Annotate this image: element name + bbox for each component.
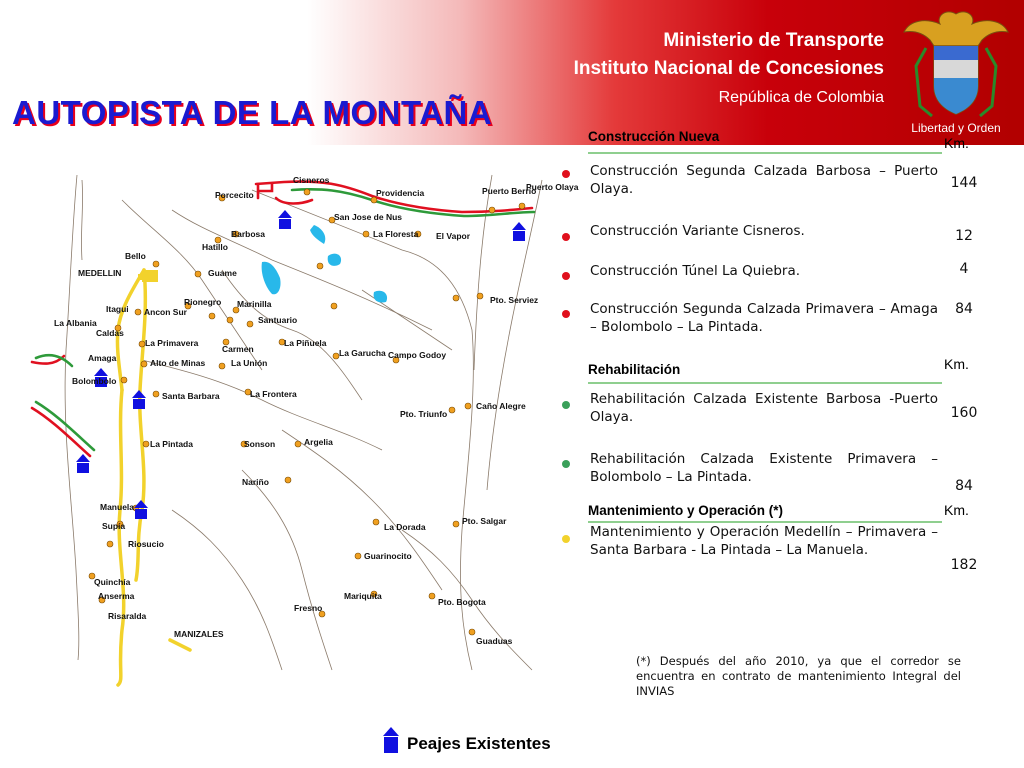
map-label-san-jose-de-nus: San Jose de Nus bbox=[334, 212, 403, 222]
map-label-la-pinuela: La Piñuela bbox=[284, 338, 327, 348]
map-label-fresno: Fresno bbox=[294, 603, 323, 613]
red-bullet bbox=[562, 233, 570, 241]
map-label-manizales: MANIZALES bbox=[174, 629, 224, 639]
item-rehab-1: Rehabilitación Calzada Existente Barbosa -Puerto Olaya. bbox=[590, 391, 938, 425]
map-label-rionegro: Rionegro bbox=[184, 297, 222, 307]
green-bullet bbox=[562, 401, 570, 409]
map-label-cano-alegre: Caño Alegre bbox=[476, 401, 526, 411]
map-label-puerto-olaya: Puerto Olaya bbox=[526, 182, 579, 192]
map-label-medellin: MEDELLIN bbox=[78, 268, 122, 278]
map-label-barbosa: Barbosa bbox=[231, 229, 266, 239]
map-label-carmen: Carmen bbox=[222, 344, 254, 354]
map-label-guaduas: Guaduas bbox=[476, 636, 513, 646]
section-divider bbox=[588, 152, 942, 154]
map-label-amaga: Amaga bbox=[88, 353, 117, 363]
rivers bbox=[65, 175, 542, 670]
map-label-bolombolo: Bolombolo bbox=[72, 376, 117, 386]
map-label-caldas: Caldas bbox=[96, 328, 124, 338]
map-label-la-floresta: La Floresta bbox=[373, 229, 419, 239]
map-label-itagui: Itagui bbox=[106, 304, 129, 314]
item-nueva-4: Construcción Segunda Calzada Primavera – Amaga – Bolombolo – La Pintada. bbox=[590, 301, 938, 335]
motto-text: Libertad y Orden bbox=[911, 121, 1001, 135]
km-nueva-3: 4 bbox=[959, 261, 969, 277]
km-mant-1: 182 bbox=[950, 557, 978, 573]
map-label-supia: Supía bbox=[102, 521, 126, 531]
red-bullet bbox=[562, 272, 570, 280]
section-title-construccion-nueva: Construcción Nueva bbox=[588, 129, 720, 144]
footnote: (*) Después del año 2010, ya que el corredor se encuentra en contrato de mantenimiento Integral del INVIAS bbox=[636, 654, 961, 698]
map-label-ancon-sur: Ancon Sur bbox=[144, 307, 187, 317]
map-label-la-garucha: La Garucha bbox=[339, 348, 386, 358]
map-label-narino: Nariño bbox=[242, 477, 269, 487]
map-label-pto-bogota: Pto. Bogota bbox=[438, 597, 486, 607]
map-label-santa-barbara: Santa Barbara bbox=[162, 391, 220, 401]
km-nueva-2: 12 bbox=[955, 228, 973, 244]
yellow-bullet bbox=[562, 535, 570, 543]
route-map bbox=[22, 170, 587, 690]
map-label-la-primavera: La Primavera bbox=[145, 338, 199, 348]
km-header-rehab: Km. bbox=[944, 356, 969, 372]
map-label-pto-salgar: Pto. Salgar bbox=[462, 516, 507, 526]
green-bullet bbox=[562, 460, 570, 468]
section-title-rehabilitacion: Rehabilitación bbox=[588, 362, 681, 377]
country-name: República de Colombia bbox=[718, 89, 884, 106]
red-bullet bbox=[562, 170, 570, 178]
map-label-porcecito: Porcecito bbox=[215, 190, 254, 200]
km-header-mant: Km. bbox=[944, 502, 969, 518]
km-rehab-1: 160 bbox=[950, 405, 978, 421]
item-nueva-1: Construcción Segunda Calzada Barbosa – Puerto Olaya. bbox=[590, 163, 938, 197]
map-label-providencia: Providencia bbox=[376, 188, 425, 198]
map-label-anserma: Anserma bbox=[98, 591, 135, 601]
map-label-manuela: Manuela bbox=[100, 502, 135, 512]
map-label-quinchia: Quinchía bbox=[94, 577, 131, 587]
km-rehab-2: 84 bbox=[955, 478, 973, 494]
map-label-la-union: La Unión bbox=[231, 358, 268, 368]
map-label-argelia: Argelia bbox=[304, 437, 333, 447]
map-label-cisneros: Cisneros bbox=[293, 175, 330, 185]
map-label-guame: Guame bbox=[208, 268, 237, 278]
toll-icon bbox=[382, 726, 400, 754]
coat-of-arms-logo bbox=[896, 6, 1016, 136]
map-label-campo-godoy: Campo Godoy bbox=[388, 350, 447, 360]
section-title-mantenimiento: Mantenimiento y Operación (*) bbox=[588, 503, 784, 518]
town-dots bbox=[89, 189, 525, 635]
map-label-mariquita: Mariquita bbox=[344, 591, 382, 601]
map-label-riosucio: Riosucio bbox=[128, 539, 164, 549]
item-rehab-2: Rehabilitación Calzada Existente Primavera – Bolombolo – La Pintada. bbox=[590, 451, 938, 485]
km-header-nueva: Km. bbox=[944, 135, 969, 151]
map-label-pto-triunfo: Pto. Triunfo bbox=[400, 409, 448, 419]
map-label-la-albania: La Albania bbox=[54, 318, 97, 328]
map-label-hatillo: Hatillo bbox=[202, 242, 228, 252]
map-label-risaralda: Risaralda bbox=[108, 611, 147, 621]
map-label-alto-de-minas: Alto de Minas bbox=[150, 358, 206, 368]
km-nueva-1: 144 bbox=[950, 175, 978, 191]
legend-label: Peajes Existentes bbox=[407, 734, 551, 753]
map-label-sonson: Sonson bbox=[244, 439, 276, 449]
ministry-name: Ministerio de Transporte bbox=[663, 30, 884, 51]
map-label-el-vapor: El Vapor bbox=[436, 231, 471, 241]
place-labels bbox=[54, 175, 579, 646]
map-label-la-pintada: La Pintada bbox=[150, 439, 193, 449]
yellow-maintenance-roads bbox=[117, 270, 190, 685]
item-nueva-3: Construcción Túnel La Quiebra. bbox=[590, 263, 801, 279]
map-label-puerto-berrio: Puerto Berrío bbox=[482, 186, 537, 196]
map-label-la-dorada: La Dorada bbox=[384, 522, 426, 532]
map-label-pto-serviez: Pto. Serviez bbox=[490, 295, 539, 305]
red-bullet bbox=[562, 310, 570, 318]
map-label-marinilla: Marinilla bbox=[237, 299, 272, 309]
item-nueva-2: Construcción Variante Cisneros. bbox=[590, 223, 805, 239]
km-nueva-4: 84 bbox=[955, 301, 973, 317]
map-label-santuario: Santuario bbox=[258, 315, 298, 325]
section-divider bbox=[588, 382, 942, 384]
page-title: AUTOPISTA DE LA MONTAÑA bbox=[12, 94, 493, 131]
map-label-la-frontera: La Frontera bbox=[250, 389, 297, 399]
item-mant-1: Mantenimiento y Operación Medellín – Primavera – Santa Barbara - La Pintada – La Manuela. bbox=[590, 524, 938, 558]
map-label-bello: Bello bbox=[125, 251, 146, 261]
institute-name: Instituto Nacional de Concesiones bbox=[573, 58, 884, 79]
map-label-guarinocito: Guarinocito bbox=[364, 551, 412, 561]
